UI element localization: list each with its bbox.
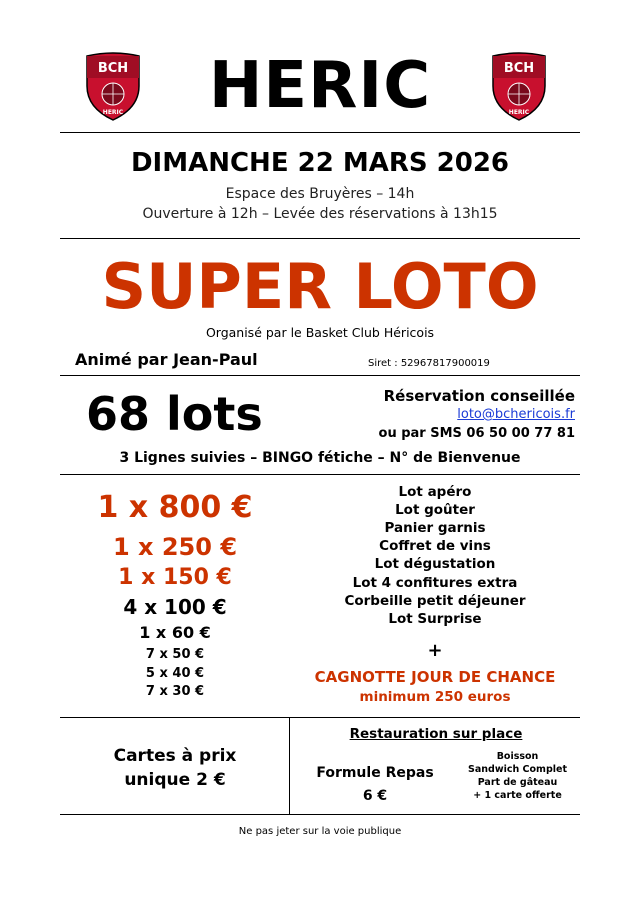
prize-item: 4 x 100 € — [123, 595, 227, 619]
divider — [60, 375, 580, 376]
jackpot-minimum: minimum 250 euros — [359, 689, 511, 705]
crest-text-bottom: HERIC — [102, 109, 124, 116]
menu-item: Boisson — [496, 751, 539, 762]
menu-item: Sandwich Complet — [468, 764, 567, 775]
lot-item: Lot 4 confitures extra — [352, 575, 518, 591]
prize-item: 7 x 30 € — [145, 684, 205, 699]
divider — [60, 238, 580, 239]
lot-item: Corbeille petit déjeuner — [344, 593, 526, 609]
card-price — [60, 744, 290, 792]
prize-item: 1 x 250 € — [112, 533, 238, 561]
lot-item: Lot goûter — [395, 502, 475, 518]
menu-item: + 1 carte offerte — [473, 790, 562, 801]
crest-text-bottom: HERIC — [508, 109, 530, 116]
town-title: HERIC — [208, 49, 432, 123]
venue-line: Espace des Bruyères – 14h — [225, 186, 415, 202]
divider — [60, 717, 580, 718]
reservation-sms: ou par SMS 06 50 00 77 81 — [378, 426, 575, 441]
crest-text-top: BCH — [503, 61, 535, 76]
lot-item: Lot dégustation — [374, 556, 496, 572]
opening-line: Ouverture à 12h – Levée des réservations à 13h15 — [142, 206, 498, 222]
lots-count: 68 lots — [86, 387, 263, 441]
lot-item: Lot apéro — [398, 484, 472, 500]
prize-item: 1 x 60 € — [139, 623, 211, 642]
meal-price: 6 € — [362, 788, 388, 804]
game-features: 3 Lignes suivies – BINGO fétiche – N° de Bienvenue — [119, 450, 521, 466]
meal-menu — [455, 750, 580, 802]
flyer — [60, 0, 580, 900]
event-title: SUPER LOTO — [101, 250, 539, 323]
reservation-title: Réservation conseillée — [383, 387, 575, 405]
divider — [60, 132, 580, 133]
crest-text-top: BCH — [97, 61, 129, 76]
card-price-line2: unique 2 € — [124, 770, 226, 790]
organizer-line: Organisé par le Basket Club Héricois — [205, 325, 435, 340]
prize-item: 7 x 50 € — [145, 647, 205, 662]
divider — [60, 814, 580, 815]
lot-item: Lot Surprise — [388, 611, 482, 627]
host-line: Animé par Jean-Paul — [75, 350, 258, 369]
card-price-line1: Cartes à prix — [113, 746, 237, 766]
reservation-email-link[interactable]: loto@bchericois.fr — [457, 407, 575, 422]
lot-item: Coffret de vins — [379, 538, 491, 554]
siret-number: Siret : 52967817900019 — [368, 358, 490, 369]
jackpot-title: CAGNOTTE JOUR DE CHANCE — [314, 668, 556, 686]
meal-formula: Formule Repas — [316, 765, 434, 781]
event-date: DIMANCHE 22 MARS 2026 — [130, 148, 510, 178]
prize-item: 5 x 40 € — [145, 666, 205, 681]
plus-sign: + — [427, 640, 443, 661]
divider — [60, 474, 580, 475]
prize-item: 1 x 150 € — [118, 565, 232, 590]
lot-item: Panier garnis — [384, 520, 486, 536]
menu-item: Part de gâteau — [477, 777, 558, 788]
restaurant-title: Restauration sur place — [349, 726, 523, 742]
footer-note: Ne pas jeter sur la voie publique — [238, 826, 402, 837]
prize-item: 1 x 800 € — [97, 490, 253, 525]
